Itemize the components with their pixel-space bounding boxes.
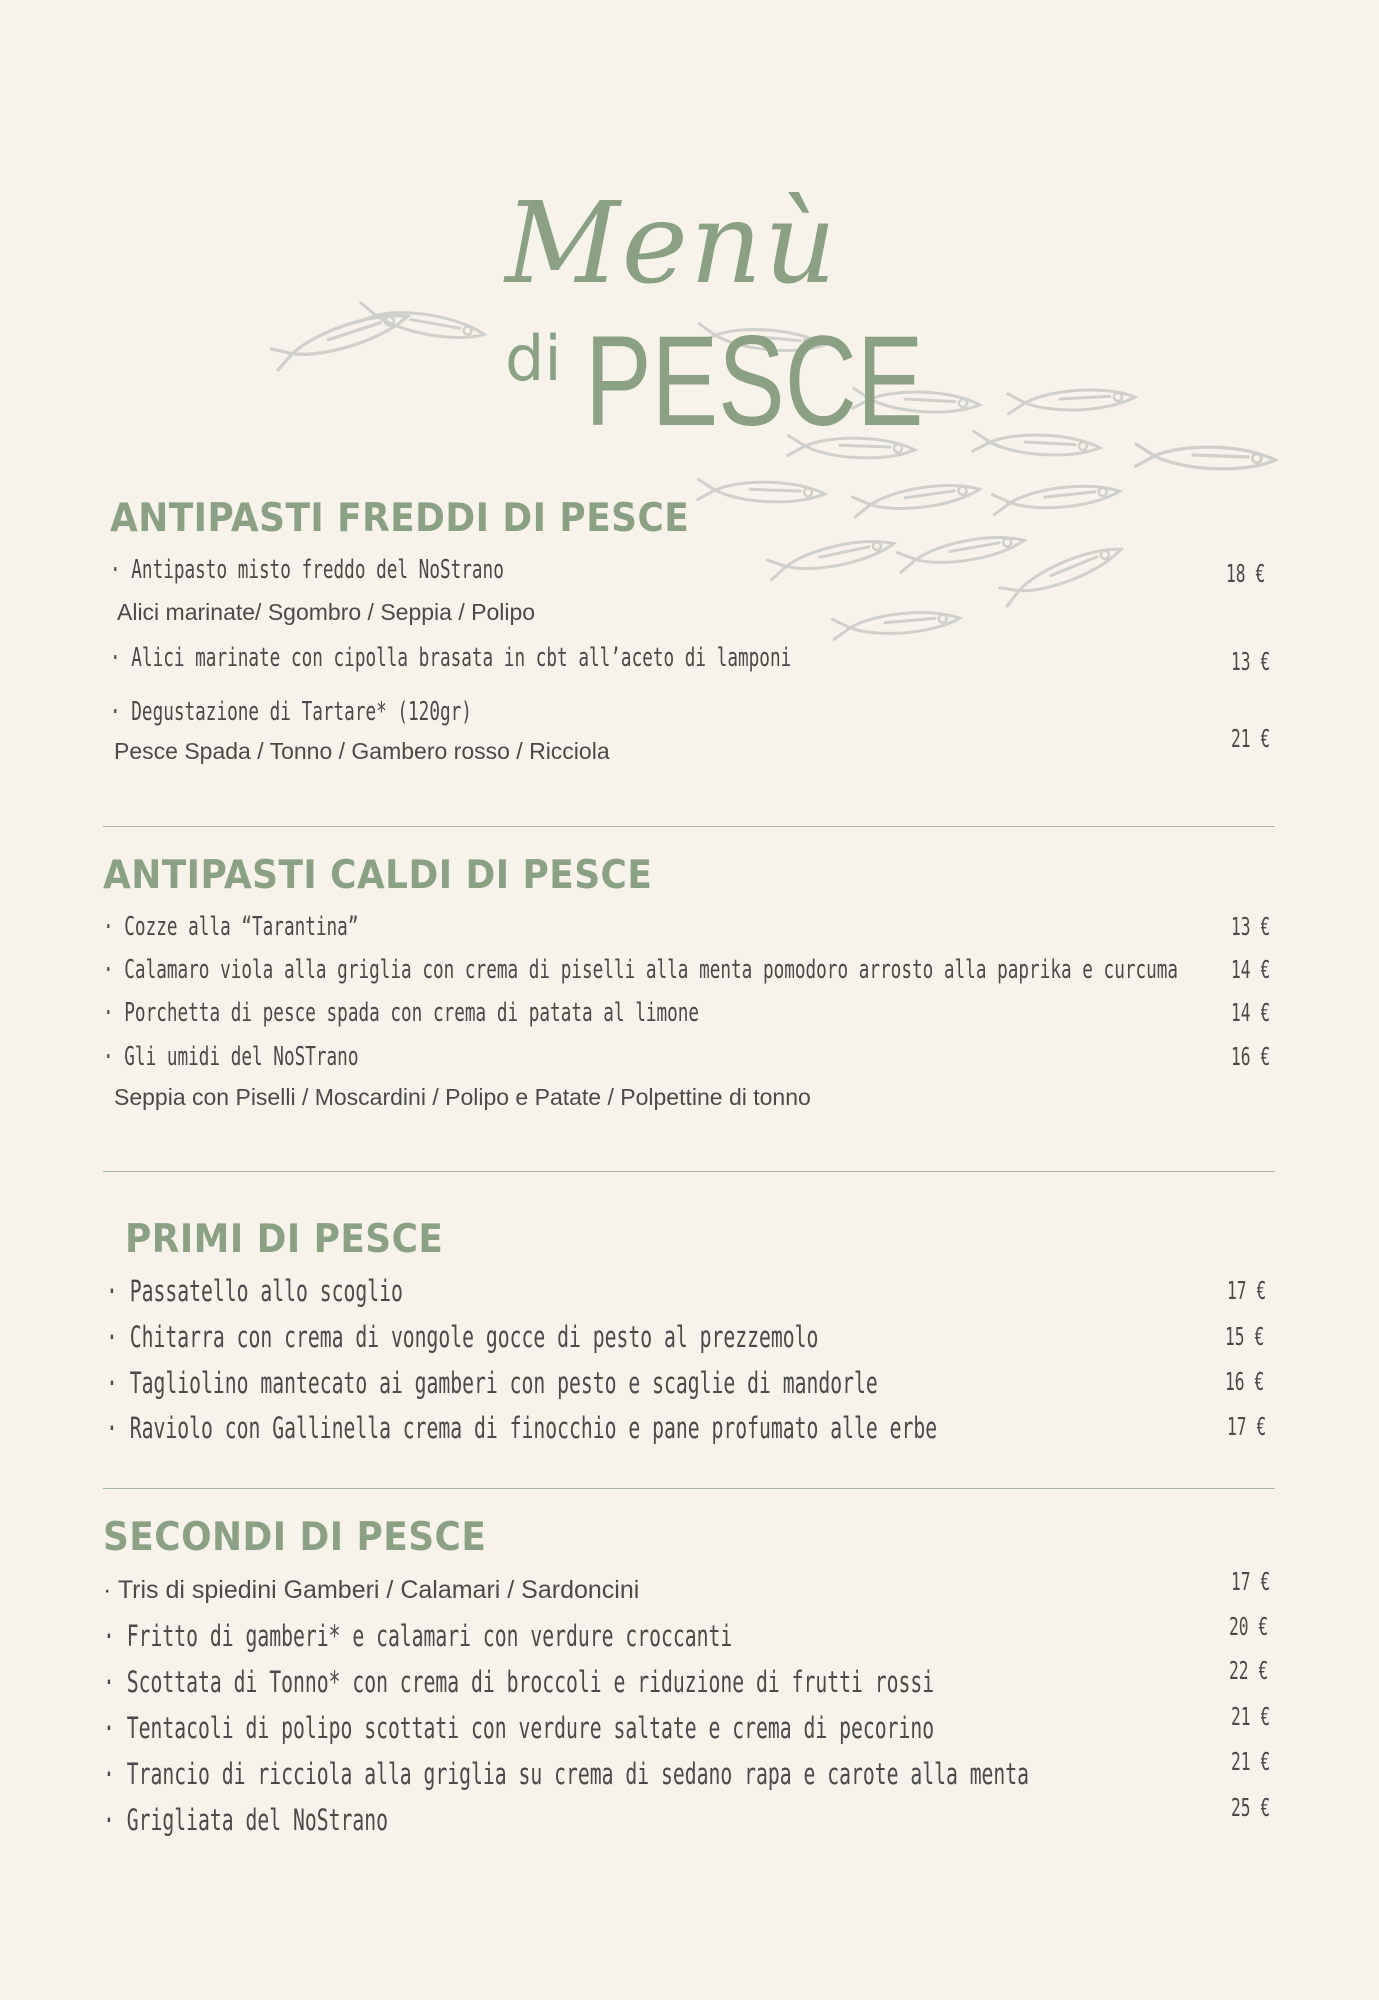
- menu-item-name: · Tentacoli di polipo scottati con verdure saltate e crema di pecorino: [103, 1711, 935, 1745]
- section-heading-secondi: SECONDI DI PESCE: [103, 1515, 487, 1560]
- menu-item-description: Pesce Spada / Tonno / Gambero rosso / Ricciola: [114, 738, 610, 764]
- title-script: Menù: [505, 179, 839, 309]
- section-heading-antipasti-freddi: ANTIPASTI FREDDI DI PESCE: [110, 496, 690, 541]
- fish-icon: [271, 306, 411, 370]
- menu-item-name: · Chitarra con crema di vongole gocce di pesto al prezzemolo: [106, 1320, 819, 1354]
- menu-item-price: 16 €: [1225, 1367, 1265, 1396]
- fish-icon: [852, 479, 981, 516]
- menu-item-description: Alici marinate/ Sgombro / Seppia / Polipo: [117, 599, 536, 625]
- fish-icon: [357, 303, 486, 345]
- menu-item-name: · Degustazione di Tartare* (120gr): [110, 697, 472, 727]
- menu-item-price: 22 €: [1229, 1656, 1269, 1685]
- fish-icon: [698, 479, 826, 503]
- menu-item-name: · Gli umidi del NoSTrano: [103, 1042, 359, 1072]
- fish-icon: [1135, 444, 1275, 471]
- menu-item-price: 20 €: [1229, 1612, 1269, 1641]
- menu-item-price: 17 €: [1227, 1276, 1267, 1305]
- section-divider: [103, 826, 1275, 827]
- menu-item-price: 14 €: [1231, 998, 1271, 1027]
- menu-item-name: · Trancio di ricciola alla griglia su crema di sedano rapa e carote alla menta: [103, 1757, 1030, 1791]
- menu-item-price: 18 €: [1226, 559, 1266, 588]
- fish-icon: [767, 534, 895, 580]
- menu-item-price: 13 €: [1231, 912, 1271, 941]
- menu-item-price: 17 €: [1231, 1567, 1271, 1596]
- page-title: PESCE: [585, 310, 924, 453]
- section-divider: [103, 1171, 1275, 1172]
- menu-item-price: 17 €: [1227, 1412, 1267, 1441]
- title-di: di: [505, 322, 562, 395]
- menu-item-price: 21 €: [1231, 1702, 1271, 1731]
- menu-item-name: · Tris di spiedini Gamberi / Calamari / Sardoncini: [103, 1576, 640, 1604]
- menu-item-name: · Porchetta di pesce spada con crema di patata al limone: [103, 998, 700, 1028]
- fish-icon: [973, 431, 1101, 458]
- fish-icon: [999, 540, 1124, 606]
- menu-item-name: · Antipasto misto freddo del NoStrano: [110, 555, 504, 585]
- menu-item-price: 15 €: [1225, 1322, 1265, 1351]
- menu-item-name: · Fritto di gamberi* e calamari con verdure croccanti: [103, 1619, 733, 1653]
- menu-item-name: · Passatello allo scoglio: [106, 1274, 403, 1308]
- menu-item-description: Seppia con Piselli / Moscardini / Polipo e Patate / Polpettine di tonno: [114, 1084, 811, 1110]
- menu-item-name: · Alici marinate con cipolla brasata in cbt all’aceto di lamponi: [110, 643, 792, 673]
- menu-item-price: 13 €: [1231, 647, 1271, 676]
- menu-item-price: 21 €: [1231, 1747, 1271, 1776]
- fish-icon: [992, 481, 1120, 514]
- section-heading-primi: PRIMI DI PESCE: [125, 1217, 444, 1262]
- menu-item-price: 14 €: [1231, 955, 1271, 984]
- fish-icon: [1008, 387, 1136, 414]
- section-heading-antipasti-caldi: ANTIPASTI CALDI DI PESCE: [103, 853, 653, 898]
- fish-icon: [897, 531, 1026, 573]
- menu-item-name: · Scottata di Tonno* con crema di broccoli e riduzione di frutti rossi: [103, 1665, 935, 1699]
- menu-item-price: 21 €: [1231, 724, 1271, 753]
- menu-item-price: 16 €: [1231, 1042, 1271, 1071]
- menu-item-name: · Tagliolino mantecato ai gamberi con pesto e scaglie di mandorle: [106, 1366, 878, 1400]
- fish-icon: [832, 608, 960, 639]
- menu-item-price: 25 €: [1231, 1793, 1271, 1822]
- section-divider: [103, 1488, 1275, 1489]
- menu-item-name: · Raviolo con Gallinella crema di finocchio e pane profumato alle erbe: [106, 1411, 938, 1445]
- menu-item-name: · Calamaro viola alla griglia con crema di piselli alla menta pomodoro arrosto alla paprika e curcuma: [103, 955, 1179, 985]
- menu-item-name: · Grigliata del NoStrano: [103, 1803, 388, 1837]
- menu-item-name: · Cozze alla “Tarantina”: [103, 912, 359, 942]
